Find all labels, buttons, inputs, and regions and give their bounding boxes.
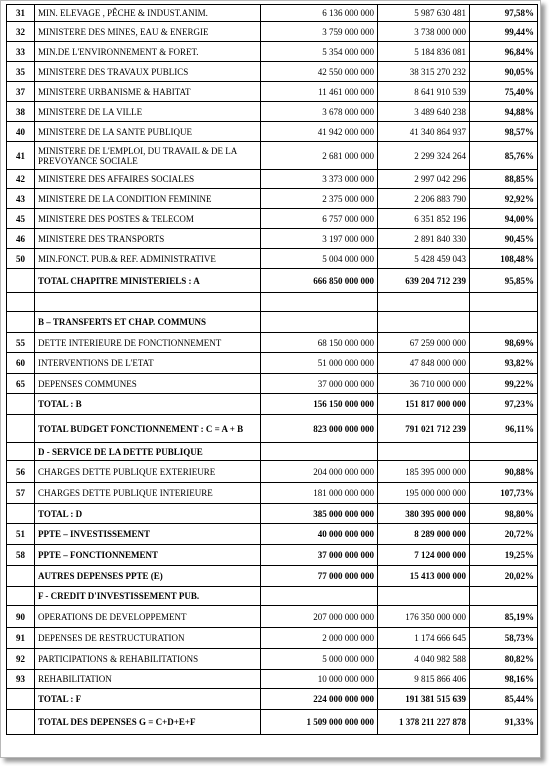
row-label: TOTAL : D	[35, 504, 261, 524]
row-credits: 11 461 000 000	[261, 82, 378, 102]
table-row	[7, 670, 538, 689]
row-rate	[470, 443, 538, 461]
row-credits: 204 000 000 000	[261, 461, 378, 483]
table-row	[7, 394, 538, 415]
row-label: CHARGES DETTE PUBLIQUE EXTERIEURE	[35, 461, 261, 483]
table-row	[7, 293, 538, 312]
row-code: 40	[7, 122, 35, 142]
table-row	[7, 170, 538, 189]
row-executed: 185 395 000 000	[378, 461, 470, 483]
row-rate: 19,25%	[470, 545, 538, 566]
row-code	[7, 566, 35, 587]
row-executed: 176 350 000 000	[378, 606, 470, 628]
row-credits: 224 000 000 000	[261, 689, 378, 710]
row-rate: 90,88%	[470, 461, 538, 483]
row-label: MINISTERE DES MINES, EAU & ENERGIE	[35, 22, 261, 42]
row-label: MINISTERE DES POSTES & TELECOM	[35, 209, 261, 229]
row-credits: 6 757 000 000	[261, 209, 378, 229]
row-executed: 8 641 910 539	[378, 82, 470, 102]
row-credits: 6 136 000 000	[261, 5, 378, 22]
row-code: 60	[7, 353, 35, 374]
row-executed: 5 184 836 081	[378, 42, 470, 62]
row-executed: 5 987 630 481	[378, 5, 470, 22]
row-label: MIN. ELEVAGE , PÊCHE & INDUST.ANIM.	[35, 5, 261, 22]
row-rate: 98,57%	[470, 122, 538, 142]
row-credits: 2 375 000 000	[261, 189, 378, 209]
row-credits: 3 197 000 000	[261, 229, 378, 249]
table-row	[7, 606, 538, 628]
row-label: DEPENSES COMMUNES	[35, 374, 261, 394]
row-executed: 3 489 640 238	[378, 102, 470, 122]
row-credits: 3 759 000 000	[261, 22, 378, 42]
row-executed: 47 848 000 000	[378, 353, 470, 374]
row-rate: 93,82%	[470, 353, 538, 374]
row-executed: 639 204 712 239	[378, 269, 470, 293]
row-code	[7, 312, 35, 333]
row-label: DEPENSES DE RESTRUCTURATION	[35, 628, 261, 649]
row-rate: 91,33%	[470, 710, 538, 735]
row-code: 50	[7, 249, 35, 269]
row-code: 65	[7, 374, 35, 394]
row-executed: 195 000 000 000	[378, 483, 470, 504]
row-rate: 90,45%	[470, 229, 538, 249]
row-rate	[470, 312, 538, 333]
row-rate: 58,73%	[470, 628, 538, 649]
row-executed: 380 395 000 000	[378, 504, 470, 524]
row-credits: 77 000 000 000	[261, 566, 378, 587]
row-executed: 6 351 852 196	[378, 209, 470, 229]
row-credits: 37 000 000 000	[261, 545, 378, 566]
row-label: AUTRES DEPENSES PPTE (E)	[35, 566, 261, 587]
table-row	[7, 42, 538, 62]
row-code: 32	[7, 22, 35, 42]
row-code: 46	[7, 229, 35, 249]
row-credits: 5 000 000 000	[261, 649, 378, 670]
row-code: 38	[7, 102, 35, 122]
row-executed: 2 299 324 264	[378, 142, 470, 170]
budget-table	[6, 4, 538, 735]
table-row	[7, 689, 538, 710]
row-code	[7, 587, 35, 606]
row-code: 41	[7, 142, 35, 170]
row-executed: 1 378 211 227 878	[378, 710, 470, 735]
row-label: OPERATIONS DE DEVELOPPEMENT	[35, 606, 261, 628]
row-executed: 67 259 000 000	[378, 333, 470, 353]
table-row	[7, 545, 538, 566]
row-code	[7, 504, 35, 524]
row-rate: 107,73%	[470, 483, 538, 504]
row-code: 92	[7, 649, 35, 670]
table-row	[7, 710, 538, 735]
row-executed: 1 174 666 645	[378, 628, 470, 649]
row-executed: 38 315 270 232	[378, 62, 470, 82]
row-rate: 90,05%	[470, 62, 538, 82]
row-credits: 666 850 000 000	[261, 269, 378, 293]
row-rate	[470, 293, 538, 312]
table-row	[7, 374, 538, 394]
row-label	[35, 293, 261, 312]
row-credits: 1 509 000 000 000	[261, 710, 378, 735]
row-code	[7, 443, 35, 461]
row-code	[7, 269, 35, 293]
row-credits	[261, 587, 378, 606]
row-label: MIN.DE L'ENVIRONNEMENT & FORET.	[35, 42, 261, 62]
row-credits: 156 150 000 000	[261, 394, 378, 415]
row-credits: 385 000 000 000	[261, 504, 378, 524]
row-executed: 9 815 866 406	[378, 670, 470, 689]
row-rate: 94,00%	[470, 209, 538, 229]
table-row	[7, 102, 538, 122]
row-rate	[470, 587, 538, 606]
row-code: 42	[7, 170, 35, 189]
row-code: 91	[7, 628, 35, 649]
table-row	[7, 415, 538, 443]
table-row	[7, 249, 538, 269]
row-label: TOTAL : F	[35, 689, 261, 710]
row-code: 33	[7, 42, 35, 62]
row-rate: 85,19%	[470, 606, 538, 628]
row-code: 93	[7, 670, 35, 689]
row-label: DETTE INTERIEURE DE FONCTIONNEMENT	[35, 333, 261, 353]
row-credits: 3 373 000 000	[261, 170, 378, 189]
row-rate: 80,82%	[470, 649, 538, 670]
table-row	[7, 82, 538, 102]
row-credits: 10 000 000 000	[261, 670, 378, 689]
table-row	[7, 229, 538, 249]
row-label: MIN.FONCT. PUB.& REF. ADMINISTRATIVE	[35, 249, 261, 269]
row-credits: 40 000 000 000	[261, 524, 378, 545]
row-code	[7, 394, 35, 415]
row-executed: 41 340 864 937	[378, 122, 470, 142]
row-rate: 97,23%	[470, 394, 538, 415]
row-code	[7, 293, 35, 312]
row-executed	[378, 293, 470, 312]
row-rate: 94,88%	[470, 102, 538, 122]
row-label: MINISTERE DE L'EMPLOI, DU TRAVAIL & DE LA PREVOYANCE SOCIALE	[35, 142, 261, 170]
row-label: B – TRANSFERTS ET CHAP. COMMUNS	[35, 312, 261, 333]
row-code: 37	[7, 82, 35, 102]
row-executed: 8 289 000 000	[378, 524, 470, 545]
row-label: MINISTERE DE LA VILLE	[35, 102, 261, 122]
row-executed: 15 413 000 000	[378, 566, 470, 587]
row-label: TOTAL DES DEPENSES G = C+D+E+F	[35, 710, 261, 735]
row-label: MINISTERE DE LA CONDITION FEMININE	[35, 189, 261, 209]
row-rate: 88,85%	[470, 170, 538, 189]
row-executed	[378, 312, 470, 333]
table-row	[7, 333, 538, 353]
table-row	[7, 566, 538, 587]
row-rate: 20,72%	[470, 524, 538, 545]
table-row	[7, 443, 538, 461]
row-rate: 95,85%	[470, 269, 538, 293]
row-rate: 99,22%	[470, 374, 538, 394]
row-rate: 98,80%	[470, 504, 538, 524]
row-credits: 181 000 000 000	[261, 483, 378, 504]
row-label: TOTAL CHAPITRE MINISTERIELS : A	[35, 269, 261, 293]
row-rate: 98,69%	[470, 333, 538, 353]
row-rate: 99,44%	[470, 22, 538, 42]
row-code: 56	[7, 461, 35, 483]
row-rate: 96,11%	[470, 415, 538, 443]
row-code: 55	[7, 333, 35, 353]
row-credits: 68 150 000 000	[261, 333, 378, 353]
row-code: 51	[7, 524, 35, 545]
row-credits: 5 354 000 000	[261, 42, 378, 62]
row-label: INTERVENTIONS DE L'ETAT	[35, 353, 261, 374]
table-row	[7, 353, 538, 374]
row-executed: 2 206 883 790	[378, 189, 470, 209]
table-row	[7, 649, 538, 670]
row-credits: 823 000 000 000	[261, 415, 378, 443]
row-label: MINISTERE URBANISME & HABITAT	[35, 82, 261, 102]
row-label: MINISTERE DES AFFAIRES SOCIALES	[35, 170, 261, 189]
row-executed: 4 040 982 588	[378, 649, 470, 670]
row-credits: 51 000 000 000	[261, 353, 378, 374]
row-credits: 207 000 000 000	[261, 606, 378, 628]
row-credits: 5 004 000 000	[261, 249, 378, 269]
row-label: D - SERVICE DE LA DETTE PUBLIQUE	[35, 443, 261, 461]
row-credits: 37 000 000 000	[261, 374, 378, 394]
row-rate: 96,84%	[470, 42, 538, 62]
row-label: PPTE – INVESTISSEMENT	[35, 524, 261, 545]
row-label: MINISTERE DE LA SANTE PUBLIQUE	[35, 122, 261, 142]
table-row	[7, 504, 538, 524]
table-row	[7, 189, 538, 209]
row-executed	[378, 443, 470, 461]
table-row	[7, 587, 538, 606]
table-row	[7, 312, 538, 333]
table-row	[7, 22, 538, 42]
table-row	[7, 122, 538, 142]
row-executed: 2 997 042 296	[378, 170, 470, 189]
table-row	[7, 461, 538, 483]
row-executed: 191 381 515 639	[378, 689, 470, 710]
row-label: CHARGES DETTE PUBLIQUE INTERIEURE	[35, 483, 261, 504]
row-rate: 98,16%	[470, 670, 538, 689]
row-executed: 791 021 712 239	[378, 415, 470, 443]
row-code: 31	[7, 5, 35, 22]
row-label: TOTAL : B	[35, 394, 261, 415]
row-code: 45	[7, 209, 35, 229]
row-label: REHABILITATION	[35, 670, 261, 689]
row-rate: 85,44%	[470, 689, 538, 710]
row-rate: 20,02%	[470, 566, 538, 587]
row-credits: 3 678 000 000	[261, 102, 378, 122]
row-label: F - CREDIT D'INVESTISSEMENT PUB.	[35, 587, 261, 606]
row-executed: 151 817 000 000	[378, 394, 470, 415]
row-code: 58	[7, 545, 35, 566]
row-code	[7, 710, 35, 735]
row-credits: 2 000 000 000	[261, 628, 378, 649]
row-rate: 75,40%	[470, 82, 538, 102]
row-label: PPTE – FONCTIONNEMENT	[35, 545, 261, 566]
row-code: 43	[7, 189, 35, 209]
row-label: PARTICIPATIONS & REHABILITATIONS	[35, 649, 261, 670]
row-rate: 85,76%	[470, 142, 538, 170]
row-credits	[261, 443, 378, 461]
table-row	[7, 628, 538, 649]
row-executed	[378, 587, 470, 606]
row-executed: 5 428 459 043	[378, 249, 470, 269]
table-row	[7, 142, 538, 170]
row-label: MINISTERE DES TRANSPORTS	[35, 229, 261, 249]
row-rate: 108,48%	[470, 249, 538, 269]
budget-table-body	[7, 5, 538, 735]
row-label: TOTAL BUDGET FONCTIONNEMENT : C = A + B	[35, 415, 261, 443]
row-label: MINISTERE DES TRAVAUX PUBLICS	[35, 62, 261, 82]
row-rate: 92,92%	[470, 189, 538, 209]
row-credits: 2 681 000 000	[261, 142, 378, 170]
row-credits	[261, 293, 378, 312]
row-credits: 41 942 000 000	[261, 122, 378, 142]
row-code: 35	[7, 62, 35, 82]
table-row	[7, 483, 538, 504]
row-credits: 42 550 000 000	[261, 62, 378, 82]
row-executed: 2 891 840 330	[378, 229, 470, 249]
row-executed: 3 738 000 000	[378, 22, 470, 42]
table-row	[7, 524, 538, 545]
table-row	[7, 209, 538, 229]
row-executed: 7 124 000 000	[378, 545, 470, 566]
table-row	[7, 5, 538, 22]
row-rate: 97,58%	[470, 5, 538, 22]
row-code: 57	[7, 483, 35, 504]
row-code: 90	[7, 606, 35, 628]
row-executed: 36 710 000 000	[378, 374, 470, 394]
row-credits	[261, 312, 378, 333]
table-row	[7, 62, 538, 82]
row-code	[7, 415, 35, 443]
table-row	[7, 269, 538, 293]
row-code	[7, 689, 35, 710]
